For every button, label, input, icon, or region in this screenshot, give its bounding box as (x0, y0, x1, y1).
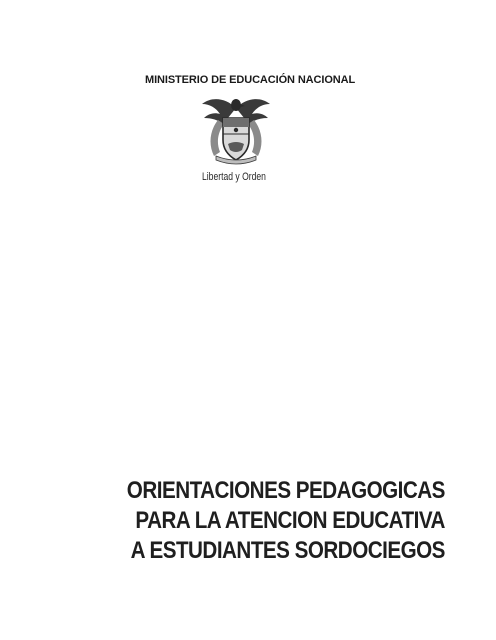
coat-of-arms-icon (196, 92, 276, 166)
motto-text: Libertad y Orden (202, 171, 266, 183)
title-line: ORIENTACIONES PEDAGOGICAS (126, 477, 445, 504)
ministry-name: MINISTERIO DE EDUCACIÓN NACIONAL (145, 74, 356, 86)
document-title (75, 476, 445, 566)
title-line: PARA LA ATENCION EDUCATIVA (135, 507, 446, 534)
title-line: A ESTUDIANTES SORDOCIEGOS (130, 537, 445, 564)
